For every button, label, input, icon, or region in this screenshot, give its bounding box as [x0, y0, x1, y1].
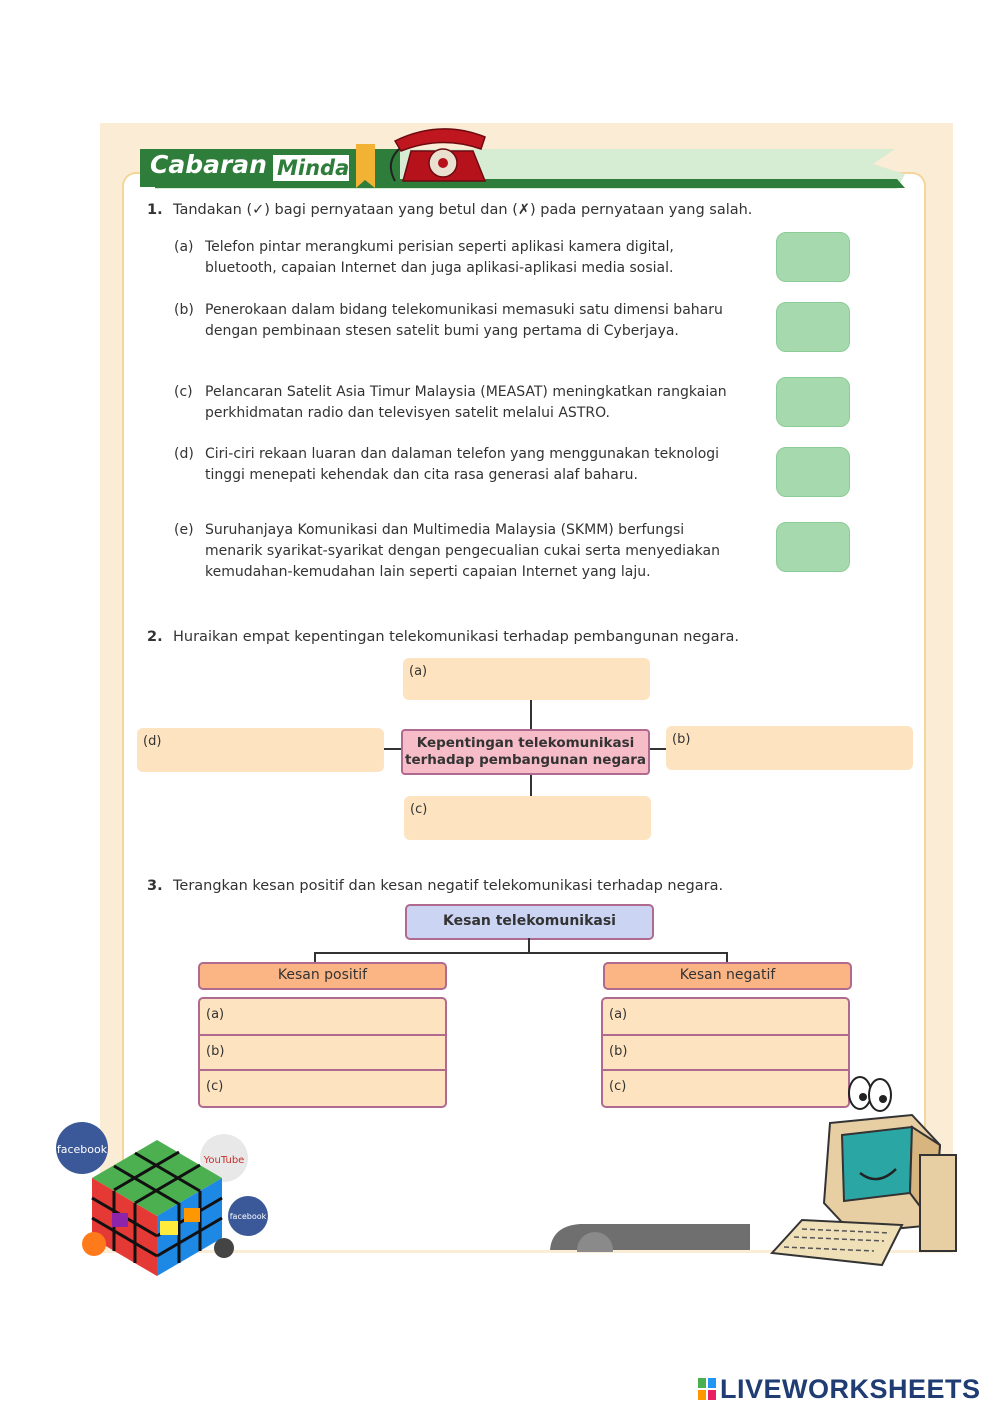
q1-item-text: Ciri-ciri rekaan luaran dan dalaman telefon yang menggunakan teknologi tinggi menepati kehendak dan cita rasa generasi alaf baharu.: [205, 446, 720, 483]
connector-line: [314, 952, 316, 962]
question-2-instruction: Huraikan empat kepentingan telekomunikasi terhadap pembangunan negara.: [173, 629, 739, 645]
q2-box-a[interactable]: [403, 658, 650, 700]
row-label: (c): [206, 1079, 224, 1094]
q3-negative-header: Kesan negatif: [603, 962, 852, 990]
telephone-icon: [385, 123, 500, 185]
q1-item-label: (a): [174, 239, 194, 255]
q3-positive-header: Kesan positif: [198, 962, 447, 990]
q1-item-b: [174, 300, 754, 366]
question-2-number: 2.: [147, 629, 163, 645]
question-1-instruction: Tandakan (✓) bagi pernyataan yang betul dan (✗) pada pernyataan yang salah.: [173, 202, 753, 218]
q3-negative-row-b[interactable]: [603, 1034, 848, 1071]
blogger-icon: [82, 1232, 106, 1256]
q1-item-label: (c): [174, 384, 193, 400]
row-label: (b): [609, 1044, 628, 1059]
facebook-label: facebook: [229, 1212, 267, 1221]
q1-item-a: [174, 237, 754, 281]
keyboard: [772, 1220, 902, 1265]
connector-line: [530, 700, 532, 730]
q1-item-text: Pelancaran Satelit Asia Timur Malaysia (MEASAT) meningkatkan rangkaian perkhidmatan radio dan televisyen satelit melalui ASTRO.: [205, 384, 727, 421]
question-3-instruction: Terangkan kesan positif dan kesan negatif telekomunikasi terhadap negara.: [173, 878, 724, 894]
q1-answer-box-d[interactable]: [776, 447, 850, 497]
q2-box-label: (d): [143, 734, 162, 749]
q3-positive-row-b[interactable]: [200, 1034, 445, 1071]
connector-line: [530, 774, 532, 796]
question-1-number: 1.: [147, 202, 163, 218]
youtube-label: YouTube: [203, 1155, 245, 1166]
question-1: [147, 200, 847, 222]
q1-answer-box-e[interactable]: [776, 522, 850, 572]
screen-face: [842, 1127, 912, 1201]
header-title-minda: Minda: [277, 156, 350, 180]
q1-item-label: (d): [174, 446, 194, 462]
connector-line: [314, 952, 728, 954]
question-3: [147, 876, 847, 898]
question-2: [147, 627, 847, 649]
header-title-cabaran: Cabaran: [150, 150, 267, 179]
q3-positive-row-a[interactable]: [200, 999, 445, 1034]
q1-item-c: [174, 382, 754, 426]
row-label: (c): [609, 1079, 627, 1094]
q2-box-b[interactable]: [666, 726, 913, 770]
q1-item-text: Telefon pintar merangkumi perisian seperti aplikasi kamera digital, bluetooth, capaian Internet dan juga aplikasi-aplikasi media sosial.: [205, 239, 674, 276]
row-label: (b): [206, 1044, 225, 1059]
q1-item-e: [174, 520, 754, 608]
q2-box-c[interactable]: [404, 796, 651, 840]
connector-line: [384, 748, 402, 750]
device-partial-icon: [540, 1222, 760, 1252]
q1-item-text: Penerokaan dalam bidang telekomunikasi memasuki satu dimensi baharu dengan pembinaan stesen satelit bumi yang pertama di Cyberjaya.: [205, 302, 723, 339]
q1-item-label: (b): [174, 302, 194, 318]
q1-item-label: (e): [174, 522, 194, 538]
connector-line: [726, 952, 728, 962]
question-3-number: 3.: [147, 878, 163, 894]
q3-root-box: Kesan telekomunikasi: [405, 904, 654, 940]
cartoon-computer-image: [762, 1075, 962, 1270]
cpu-tower: [920, 1155, 956, 1251]
liveworksheets-logo-icon: [698, 1378, 716, 1400]
q1-answer-box-c[interactable]: [776, 377, 850, 427]
q3-positive-table: [198, 997, 447, 1108]
facebook-label: facebook: [56, 1143, 108, 1156]
q1-answer-box-a[interactable]: [776, 232, 850, 282]
q1-answer-box-b[interactable]: [776, 302, 850, 352]
q3-negative-row-a[interactable]: [603, 999, 848, 1034]
q2-box-label: (c): [410, 802, 428, 817]
row-label: (a): [206, 1007, 225, 1022]
q2-box-d[interactable]: [137, 728, 384, 772]
connector-line: [528, 938, 530, 952]
social-media-cube-image: [52, 1118, 272, 1278]
footer-brand[interactable]: LIVEWORKSHEETS: [720, 1374, 981, 1404]
q2-box-label: (b): [672, 732, 691, 747]
row-label: (a): [609, 1007, 628, 1022]
q3-positive-row-c[interactable]: [200, 1069, 445, 1106]
q2-center-line-2: terhadap pembangunan negara: [404, 752, 646, 768]
q2-box-label: (a): [409, 664, 428, 679]
q2-center-line-1: Kepentingan telekomunikasi: [416, 735, 635, 751]
connector-line: [650, 748, 666, 750]
q1-item-d: [174, 444, 754, 510]
q2-center-box: [401, 729, 650, 775]
q1-item-text: Suruhanjaya Komunikasi dan Multimedia Malaysia (SKMM) berfungsi menarik syarikat-syarikat dengan pengecualian cukai serta menyediakan kemudahan-kemudahan lain seperti capaian Internet yang laju.: [205, 522, 720, 580]
delicious-icon: [214, 1238, 234, 1258]
